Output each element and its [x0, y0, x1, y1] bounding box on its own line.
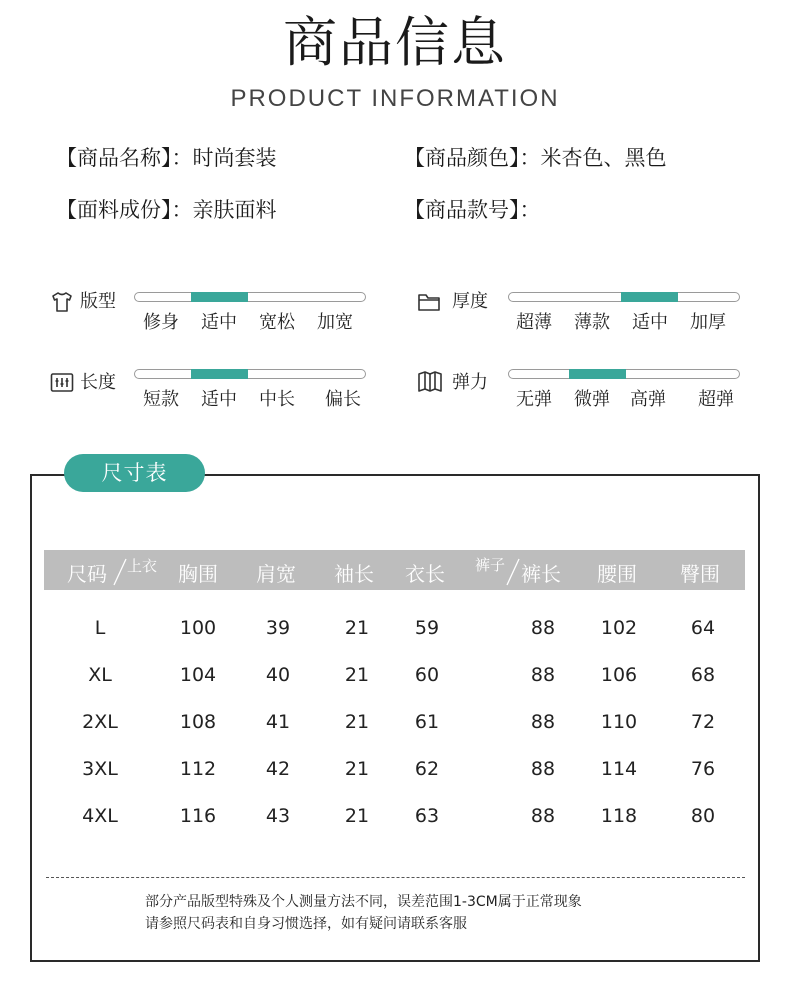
attr-track-thickness [508, 292, 740, 302]
attr-label-fit: 版型 [80, 291, 116, 312]
header-size: 尺码 [67, 562, 107, 586]
attr-option: 中长 [259, 389, 295, 410]
page-subtitle: PRODUCT INFORMATION [230, 85, 560, 112]
table-cell: 63 [414, 805, 440, 827]
table-cell: 21 [344, 805, 370, 827]
header-group-top: 上衣 [127, 557, 158, 575]
attr-label-length: 长度 [80, 372, 116, 393]
table-cell: 61 [414, 711, 440, 733]
tshirt-icon [50, 290, 74, 314]
table-cell: 21 [344, 711, 370, 733]
attr-option: 加宽 [317, 312, 353, 333]
table-cell: 108 [179, 711, 217, 733]
table-cell: 88 [530, 664, 556, 686]
table-cell: 100 [179, 617, 217, 639]
table-cell: 21 [344, 758, 370, 780]
table-cell: 88 [530, 617, 556, 639]
info-fabric: 【面料成份】：亲肤面料 [56, 198, 277, 222]
ruler-icon [50, 372, 74, 394]
table-cell: 88 [530, 711, 556, 733]
table-row-size: 4XL [82, 805, 118, 827]
attr-option: 适中 [201, 312, 237, 333]
table-cell: 88 [530, 805, 556, 827]
table-cell: 118 [600, 805, 638, 827]
attr-option: 适中 [632, 312, 668, 333]
attr-option: 短款 [143, 389, 179, 410]
header-group-pants: 裤子 [475, 556, 506, 574]
attr-option: 超弹 [698, 389, 734, 410]
table-cell: 88 [530, 758, 556, 780]
attr-fill-length [191, 369, 248, 379]
table-cell: 112 [179, 758, 217, 780]
attr-option: 宽松 [259, 312, 295, 333]
table-cell: 116 [179, 805, 217, 827]
info-product-name: 【商品名称】：时尚套装 [56, 146, 277, 170]
table-cell: 104 [179, 664, 217, 686]
table-row-size: 2XL [82, 711, 118, 733]
attr-option: 高弹 [630, 389, 666, 410]
note-line-1: 部分产品版型特殊及个人测量方法不同，误差范围1-3CM属于正常现象 [145, 894, 582, 910]
attr-option: 无弹 [516, 389, 552, 410]
attr-fill-thickness [621, 292, 678, 302]
table-cell: 102 [600, 617, 638, 639]
attr-label-thickness: 厚度 [452, 291, 488, 312]
header-sleeve: 袖长 [334, 562, 374, 586]
table-cell: 21 [344, 617, 370, 639]
header-shoulder: 肩宽 [256, 562, 296, 586]
header-chest: 胸围 [178, 562, 218, 586]
attr-fill-fit [191, 292, 248, 302]
table-cell: 59 [414, 617, 440, 639]
header-pants-length: 裤长 [521, 562, 561, 586]
table-cell: 64 [690, 617, 716, 639]
header-slash-pants [506, 558, 520, 586]
attr-option: 修身 [143, 312, 179, 333]
folder-icon [417, 291, 441, 313]
note-line-2: 请参照尺码表和自身习惯选择，如有疑问请联系客服 [145, 916, 467, 932]
attr-option: 偏长 [325, 389, 361, 410]
table-cell: 106 [600, 664, 638, 686]
table-cell: 42 [265, 758, 291, 780]
info-style-number: 【商品款号】： [404, 198, 541, 222]
table-cell: 62 [414, 758, 440, 780]
table-cell: 114 [600, 758, 638, 780]
attr-track-fit [134, 292, 366, 302]
attr-label-elasticity: 弹力 [452, 372, 488, 393]
elastic-icon [417, 370, 443, 394]
attr-track-length [134, 369, 366, 379]
divider [46, 877, 745, 878]
table-cell: 60 [414, 664, 440, 686]
header-slash-top [113, 558, 127, 586]
table-cell: 39 [265, 617, 291, 639]
table-row-size: XL [88, 664, 112, 686]
header-hip: 臀围 [680, 562, 720, 586]
table-row-size: L [94, 617, 106, 639]
table-cell: 110 [600, 711, 638, 733]
table-row-size: 3XL [82, 758, 118, 780]
table-cell: 76 [690, 758, 716, 780]
table-cell: 43 [265, 805, 291, 827]
info-product-color: 【商品颜色】：米杏色、黑色 [404, 146, 667, 170]
attr-fill-elasticity [569, 369, 626, 379]
attr-track-elasticity [508, 369, 740, 379]
attr-option: 适中 [201, 389, 237, 410]
table-cell: 40 [265, 664, 291, 686]
header-length: 衣长 [405, 562, 445, 586]
header-waist: 腰围 [597, 562, 637, 586]
size-chart-tab: 尺寸表 [64, 454, 205, 492]
attr-option: 薄款 [574, 312, 610, 333]
table-cell: 72 [690, 711, 716, 733]
page-title: 商品信息 [283, 11, 507, 74]
table-cell: 80 [690, 805, 716, 827]
table-cell: 21 [344, 664, 370, 686]
attr-option: 微弹 [574, 389, 610, 410]
attr-option: 加厚 [690, 312, 726, 333]
attr-option: 超薄 [516, 312, 552, 333]
table-cell: 68 [690, 664, 716, 686]
table-cell: 41 [265, 711, 291, 733]
